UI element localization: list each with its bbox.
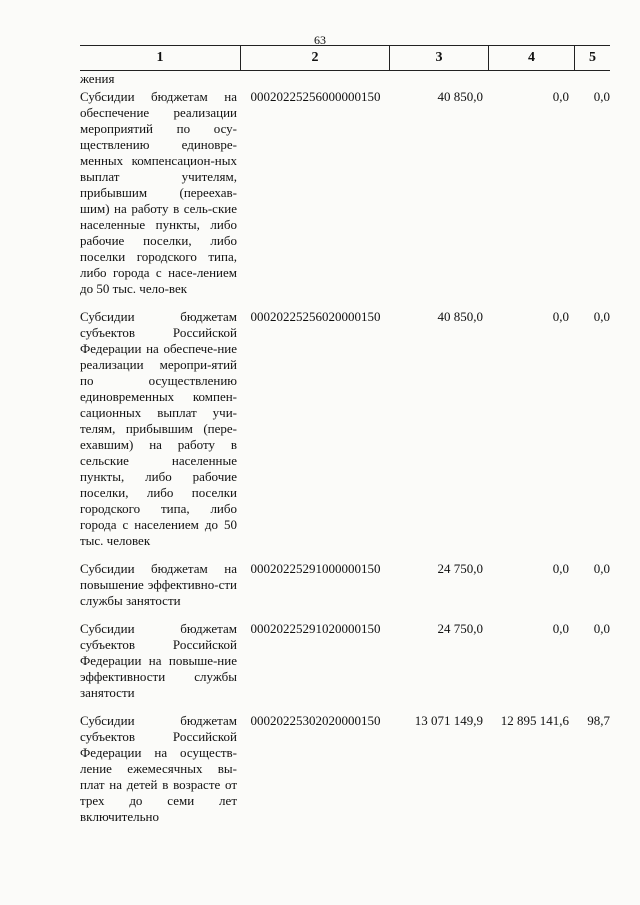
- row-code: 00020225291020000150: [250, 621, 381, 636]
- header-col-1: 1: [80, 46, 241, 70]
- continuation-text: жения: [80, 71, 115, 86]
- row-value-col3: 13 071 149,9: [414, 713, 483, 728]
- row-value-col4: 0,0: [552, 561, 569, 576]
- header-col-2: 2: [241, 46, 390, 70]
- table-row: [80, 89, 610, 297]
- row-description: Субсидии бюджетам субъектов Российской Федерации на повыше-ние эффективности службы занятости: [80, 621, 237, 700]
- row-value-col5: 98,7: [587, 713, 610, 728]
- row-value-col3: 40 850,0: [437, 89, 483, 104]
- table-row: [80, 561, 610, 609]
- row-value-col5: 0,0: [593, 89, 610, 104]
- row-description: Субсидии бюджетам на повышение эффективно-сти службы занятости: [80, 561, 237, 608]
- row-value-col3: 24 750,0: [437, 561, 483, 576]
- budget-table: [80, 45, 610, 825]
- row-value-col5: 0,0: [593, 309, 610, 324]
- row-value-col4: 0,0: [552, 89, 569, 104]
- table-header: [80, 45, 610, 71]
- continuation-row: [80, 71, 610, 89]
- row-value-col4: 0,0: [552, 309, 569, 324]
- page-number: 63: [314, 33, 326, 47]
- header-col-5: 5: [589, 50, 596, 65]
- row-value-col3: 40 850,0: [437, 309, 483, 324]
- table-row: [80, 713, 610, 825]
- row-code: 00020225256020000150: [250, 309, 381, 324]
- row-value-col4: 12 895 141,6: [500, 713, 569, 728]
- row-value-col5: 0,0: [593, 621, 610, 636]
- row-description: Субсидии бюджетам на обеспечение реализации мероприятий по осу-ществлению единовре-менных компенсацион-ных выплат учителям, прибывшим (переехав-шим) на работу в сель-ские населенные пункты, либо рабочие поселки, либо поселки городского типа, либо города с насе-лением до 50 тыс. чело-век: [80, 89, 237, 296]
- row-value-col3: 24 750,0: [437, 621, 483, 636]
- table-row: [80, 621, 610, 701]
- row-code: 00020225302020000150: [250, 713, 381, 728]
- row-code: 00020225256000000150: [250, 89, 381, 104]
- header-col-4: 4: [489, 46, 575, 70]
- row-description: Субсидии бюджетам субъектов Российской Федерации на обеспече-ние реализации меропри-ятий по осуществлению единовременных компен-сационных выплат учи-телям, прибывшим (пере-ехавшим) на работу в сельские населенные пункты, либо рабочие поселки, либо поселки городского типа, либо города с населением до 50 тыс. человек: [80, 309, 237, 548]
- header-col-3: 3: [390, 46, 489, 70]
- row-code: 00020225291000000150: [250, 561, 381, 576]
- row-value-col5: 0,0: [593, 561, 610, 576]
- row-description: Субсидии бюджетам субъектов Российской Федерации на осуществ-ление ежемесячных вы-плат на детей в возрасте от трех до семи лет включительно: [80, 713, 237, 824]
- table-row: [80, 309, 610, 549]
- row-value-col4: 0,0: [552, 621, 569, 636]
